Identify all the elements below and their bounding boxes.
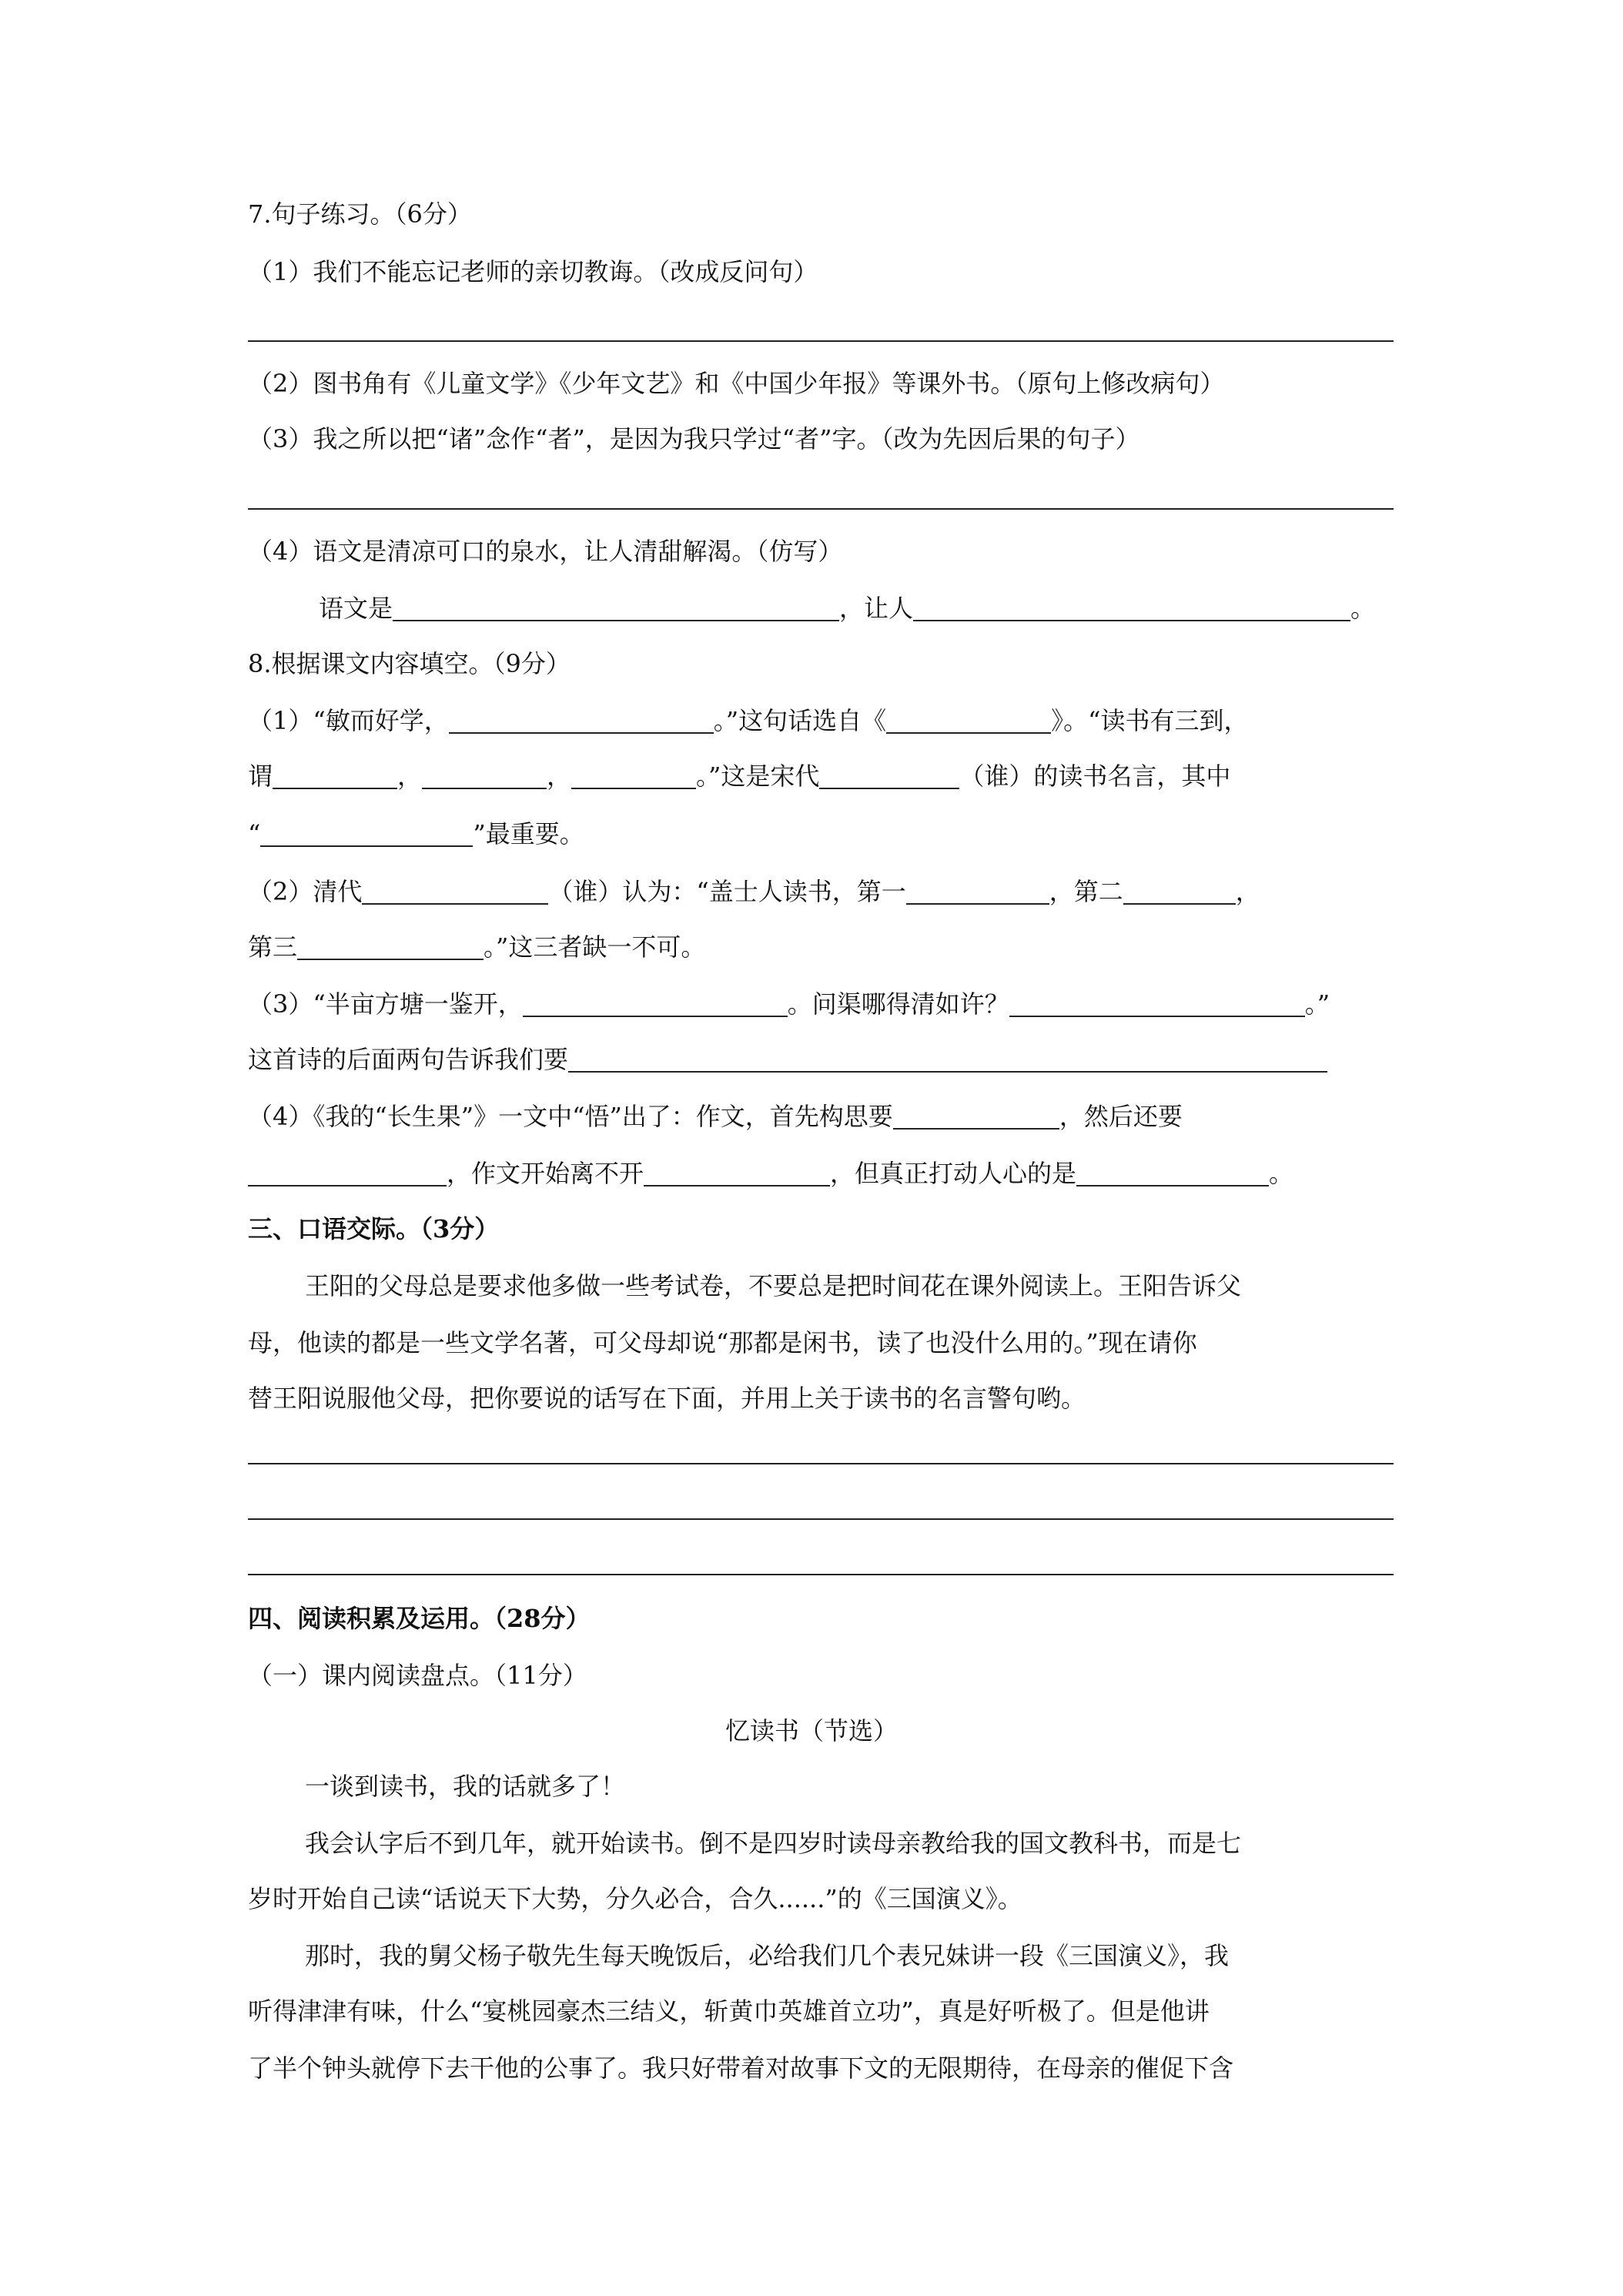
article-title: 忆读书（节选）	[724, 1716, 898, 1745]
blank-q8-9[interactable]	[906, 880, 1049, 905]
section-4-subtitle: （一）课内阅读盘点。（11分）	[248, 1661, 587, 1690]
blank-q8-7[interactable]	[260, 822, 473, 847]
q8-part-3-line-1: （3）“半亩方塘一鉴开， 。问渠哪得清如许？ 。”	[248, 989, 1330, 1019]
q8-part-3-line-2: 这首诗的后面两句告诉我们要	[248, 1044, 1327, 1075]
article-paragraph-3-line-1: 那时，我的舅父杨子敬先生每天晚饭后，必给我们几个表兄妹讲一段《三国演义》，我	[305, 1941, 1230, 1970]
section-4-title: 四、阅读积累及运用。（28分）	[248, 1604, 591, 1633]
q8-part-1-line-1: （1）“敏而好学， 。”这句话选自《 》。“读书有三到，	[248, 706, 1249, 735]
q7-sentence-3: （3）我之所以把“诸”念作“者”，是因为我只学过“者”字。（改为先因后果的句子）	[248, 424, 1140, 454]
article-paragraph-2-line-1: 我会认字后不到几年，就开始读书。倒不是四岁时读母亲教给我的国文教科书，而是七	[305, 1829, 1242, 1858]
blank-q8-10[interactable]	[1123, 880, 1236, 905]
q8-part-4-line-1: （4）《我的“长生果”》一文中“悟”出了：作文，首先构思要 ，然后还要	[248, 1102, 1183, 1131]
blank-q8-4[interactable]	[422, 765, 547, 789]
answer-line-sec3-3[interactable]	[248, 1574, 1394, 1575]
article-paragraph-2-line-2: 岁时开始自己读“话说天下大势，分久必合，合久......”的《三国演义》。	[248, 1884, 1022, 1913]
blank-q8-3[interactable]	[273, 765, 397, 789]
blank-imitation-1[interactable]	[393, 597, 839, 621]
blank-q8-8[interactable]	[362, 880, 548, 905]
blank-q8-6[interactable]	[819, 765, 959, 789]
blank-imitation-2[interactable]	[913, 597, 1350, 621]
q8-title: 8.根据课文内容填空。（9分）	[248, 649, 571, 678]
article-paragraph-3-line-2: 听得津津有味，什么“宴桃园豪杰三结义，斩黄巾英雄首立功”，真是好听极了。但是他讲	[248, 1996, 1210, 2026]
answer-line-sec3-2[interactable]	[248, 1518, 1394, 1520]
q8-part-2-line-2: 第三 。”这三者缺一不可。	[248, 932, 706, 962]
q8-part-4-line-2: ，作文开始离不开 ，但真正打动人心的是 。	[248, 1158, 1293, 1189]
q8-part-1-line-2: 谓 ， ， 。”这是宋代 （谁）的读书名言，其中	[248, 761, 1231, 791]
blank-q8-12[interactable]	[523, 992, 788, 1017]
blank-q8-16[interactable]	[248, 1162, 447, 1186]
blank-q8-2[interactable]	[886, 709, 1051, 734]
blank-q8-14[interactable]	[568, 1048, 1327, 1073]
blank-q8-11[interactable]	[297, 935, 484, 960]
answer-line-sec3-1[interactable]	[248, 1463, 1394, 1464]
q8-part-1-line-3: “ ”最重要。	[248, 819, 584, 848]
q8-part-2-line-1: （2）清代 （谁）认为：“盖士人读书，第一 ，第二 ，	[248, 877, 1260, 906]
blank-q8-1[interactable]	[449, 709, 714, 734]
answer-line-q7-1[interactable]	[248, 340, 1394, 342]
section-3-line-2: 母，他读的都是一些文学名著，可父母却说“那都是闲书，读了也没什么用的。”现在请你	[248, 1328, 1197, 1357]
q7-imitation-line: 语文是 ，让人 。	[319, 594, 1376, 623]
answer-line-q7-3[interactable]	[248, 508, 1394, 510]
blank-q8-5[interactable]	[571, 765, 696, 789]
q7-sentence-4: （4）语文是清凉可口的泉水，让人清甜解渴。（仿写）	[248, 537, 843, 566]
article-paragraph-1: 一谈到读书，我的话就多了！	[305, 1772, 626, 1801]
q7-sentence-1: （1）我们不能忘记老师的亲切教诲。（改成反问句）	[248, 257, 818, 286]
blank-q8-15[interactable]	[893, 1105, 1059, 1130]
blank-q8-17[interactable]	[644, 1162, 830, 1186]
q7-title: 7.句子练习。（6分）	[248, 199, 472, 229]
section-3-line-3: 替王阳说服他父母，把你要说的话写在下面，并用上关于读书的名言警句哟。	[248, 1384, 1086, 1413]
blank-q8-13[interactable]	[1009, 992, 1305, 1017]
section-3-title: 三、口语交际。（3分）	[248, 1214, 500, 1243]
q7-sentence-2: （2）图书角有《儿童文学》《少年文艺》和《中国少年报》等课外书。（原句上修改病句）	[248, 369, 1225, 398]
blank-q8-18[interactable]	[1076, 1162, 1269, 1186]
section-3-line-1: 王阳的父母总是要求他多做一些考试卷，不要总是把时间花在课外阅读上。王阳告诉父	[305, 1271, 1242, 1300]
article-paragraph-3-line-3: 了半个钟头就停下去干他的公事了。我只好带着对故事下文的无限期待，在母亲的催促下含	[248, 2053, 1234, 2083]
